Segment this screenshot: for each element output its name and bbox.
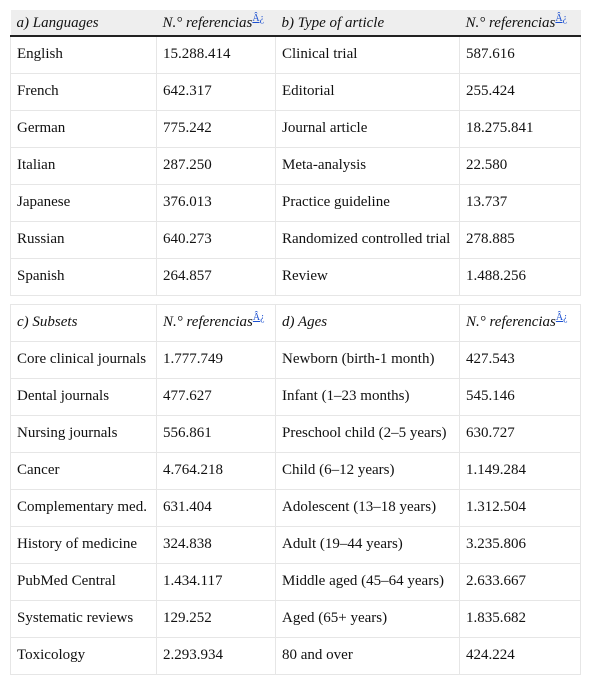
subset-count: 1.777.749 [157,342,276,379]
subset-name: Core clinical journals [11,342,157,379]
subsets-header: c) Subsets [11,305,157,342]
language-count: 775.242 [157,111,276,148]
references-table [10,10,581,675]
article-type-name: Editorial [276,74,460,111]
age-count: 424.224 [460,638,581,675]
subset-count: 324.838 [157,527,276,564]
ages-header: d) Ages [276,305,460,342]
table-row [11,564,581,601]
language-count: 15.288.414 [157,36,276,74]
table-row [11,222,581,259]
footnote-link[interactable]: Â¿ [555,312,568,323]
table-row [11,111,581,148]
article-type-count: 278.885 [460,222,581,259]
subheader-row [11,305,581,342]
subset-name: PubMed Central [11,564,157,601]
language-count: 376.013 [157,185,276,222]
subset-count: 129.252 [157,601,276,638]
subset-name: Cancer [11,453,157,490]
language-name: Japanese [11,185,157,222]
age-name: Adult (19–44 years) [276,527,460,564]
subsets-count-header: N.° referencias$^{Â¿}$ [157,305,276,342]
table-row [11,638,581,675]
table-header-row [11,10,581,36]
subset-count: 631.404 [157,490,276,527]
article-type-count: 18.275.841 [460,111,581,148]
language-count: 642.317 [157,74,276,111]
ages-count-header: N.° referencias$^{Â¿}$ [460,305,581,342]
age-name: Preschool child (2–5 years) [276,416,460,453]
table-row [11,527,581,564]
age-name: Middle aged (45–64 years) [276,564,460,601]
subset-name: Dental journals [11,379,157,416]
age-count: 1.312.504 [460,490,581,527]
article-type-name: Review [276,259,460,296]
age-count: 1.835.682 [460,601,581,638]
language-name: Russian [11,222,157,259]
subset-name: Toxicology [11,638,157,675]
age-count: 1.149.284 [460,453,581,490]
language-count: 640.273 [157,222,276,259]
languages-header: a) Languages [11,10,157,36]
article-type-name: Clinical trial [276,36,460,74]
table-row [11,259,581,296]
language-name: Spanish [11,259,157,296]
table-row [11,342,581,379]
section-spacer [11,296,581,305]
footnote-link[interactable]: Â¿ [252,13,265,24]
age-name: Child (6–12 years) [276,453,460,490]
subset-name: History of medicine [11,527,157,564]
language-count: 287.250 [157,148,276,185]
table-row [11,490,581,527]
article-type-name: Journal article [276,111,460,148]
age-count: 545.146 [460,379,581,416]
language-name: French [11,74,157,111]
subset-name: Nursing journals [11,416,157,453]
article-type-count: 13.737 [460,185,581,222]
subset-count: 4.764.218 [157,453,276,490]
article-type-count: 1.488.256 [460,259,581,296]
table-row [11,416,581,453]
table-row [11,379,581,416]
article-type-name: Meta-analysis [276,148,460,185]
article-type-name: Practice guideline [276,185,460,222]
subset-name: Complementary med. [11,490,157,527]
article-type-header: b) Type of article [276,10,460,36]
age-count: 427.543 [460,342,581,379]
age-count: 630.727 [460,416,581,453]
article-type-count: 587.616 [460,36,581,74]
age-name: Infant (1–23 months) [276,379,460,416]
age-count: 3.235.806 [460,527,581,564]
article-type-count: 255.424 [460,74,581,111]
age-name: Newborn (birth-1 month) [276,342,460,379]
languages-count-header: N.° referencias$^{Â¿}$ [157,10,276,36]
subset-count: 477.627 [157,379,276,416]
table-row [11,148,581,185]
age-name: 80 and over [276,638,460,675]
age-name: Adolescent (13–18 years) [276,490,460,527]
table-row [11,74,581,111]
article-type-count: 22.580 [460,148,581,185]
subset-name: Systematic reviews [11,601,157,638]
age-name: Aged (65+ years) [276,601,460,638]
references-table-container [10,10,580,675]
age-count: 2.633.667 [460,564,581,601]
footnote-link[interactable]: Â¿ [555,13,568,24]
language-name: German [11,111,157,148]
language-count: 264.857 [157,259,276,296]
table-row [11,36,581,74]
table-row [11,185,581,222]
subset-count: 1.434.117 [157,564,276,601]
footnote-link[interactable]: Â¿ [252,312,265,323]
table-row [11,601,581,638]
article-type-name: Randomized controlled trial [276,222,460,259]
subset-count: 2.293.934 [157,638,276,675]
article-type-count-header: N.° referencias$^{Â¿}$ [460,10,581,36]
subset-count: 556.861 [157,416,276,453]
language-name: Italian [11,148,157,185]
table-row [11,453,581,490]
language-name: English [11,36,157,74]
